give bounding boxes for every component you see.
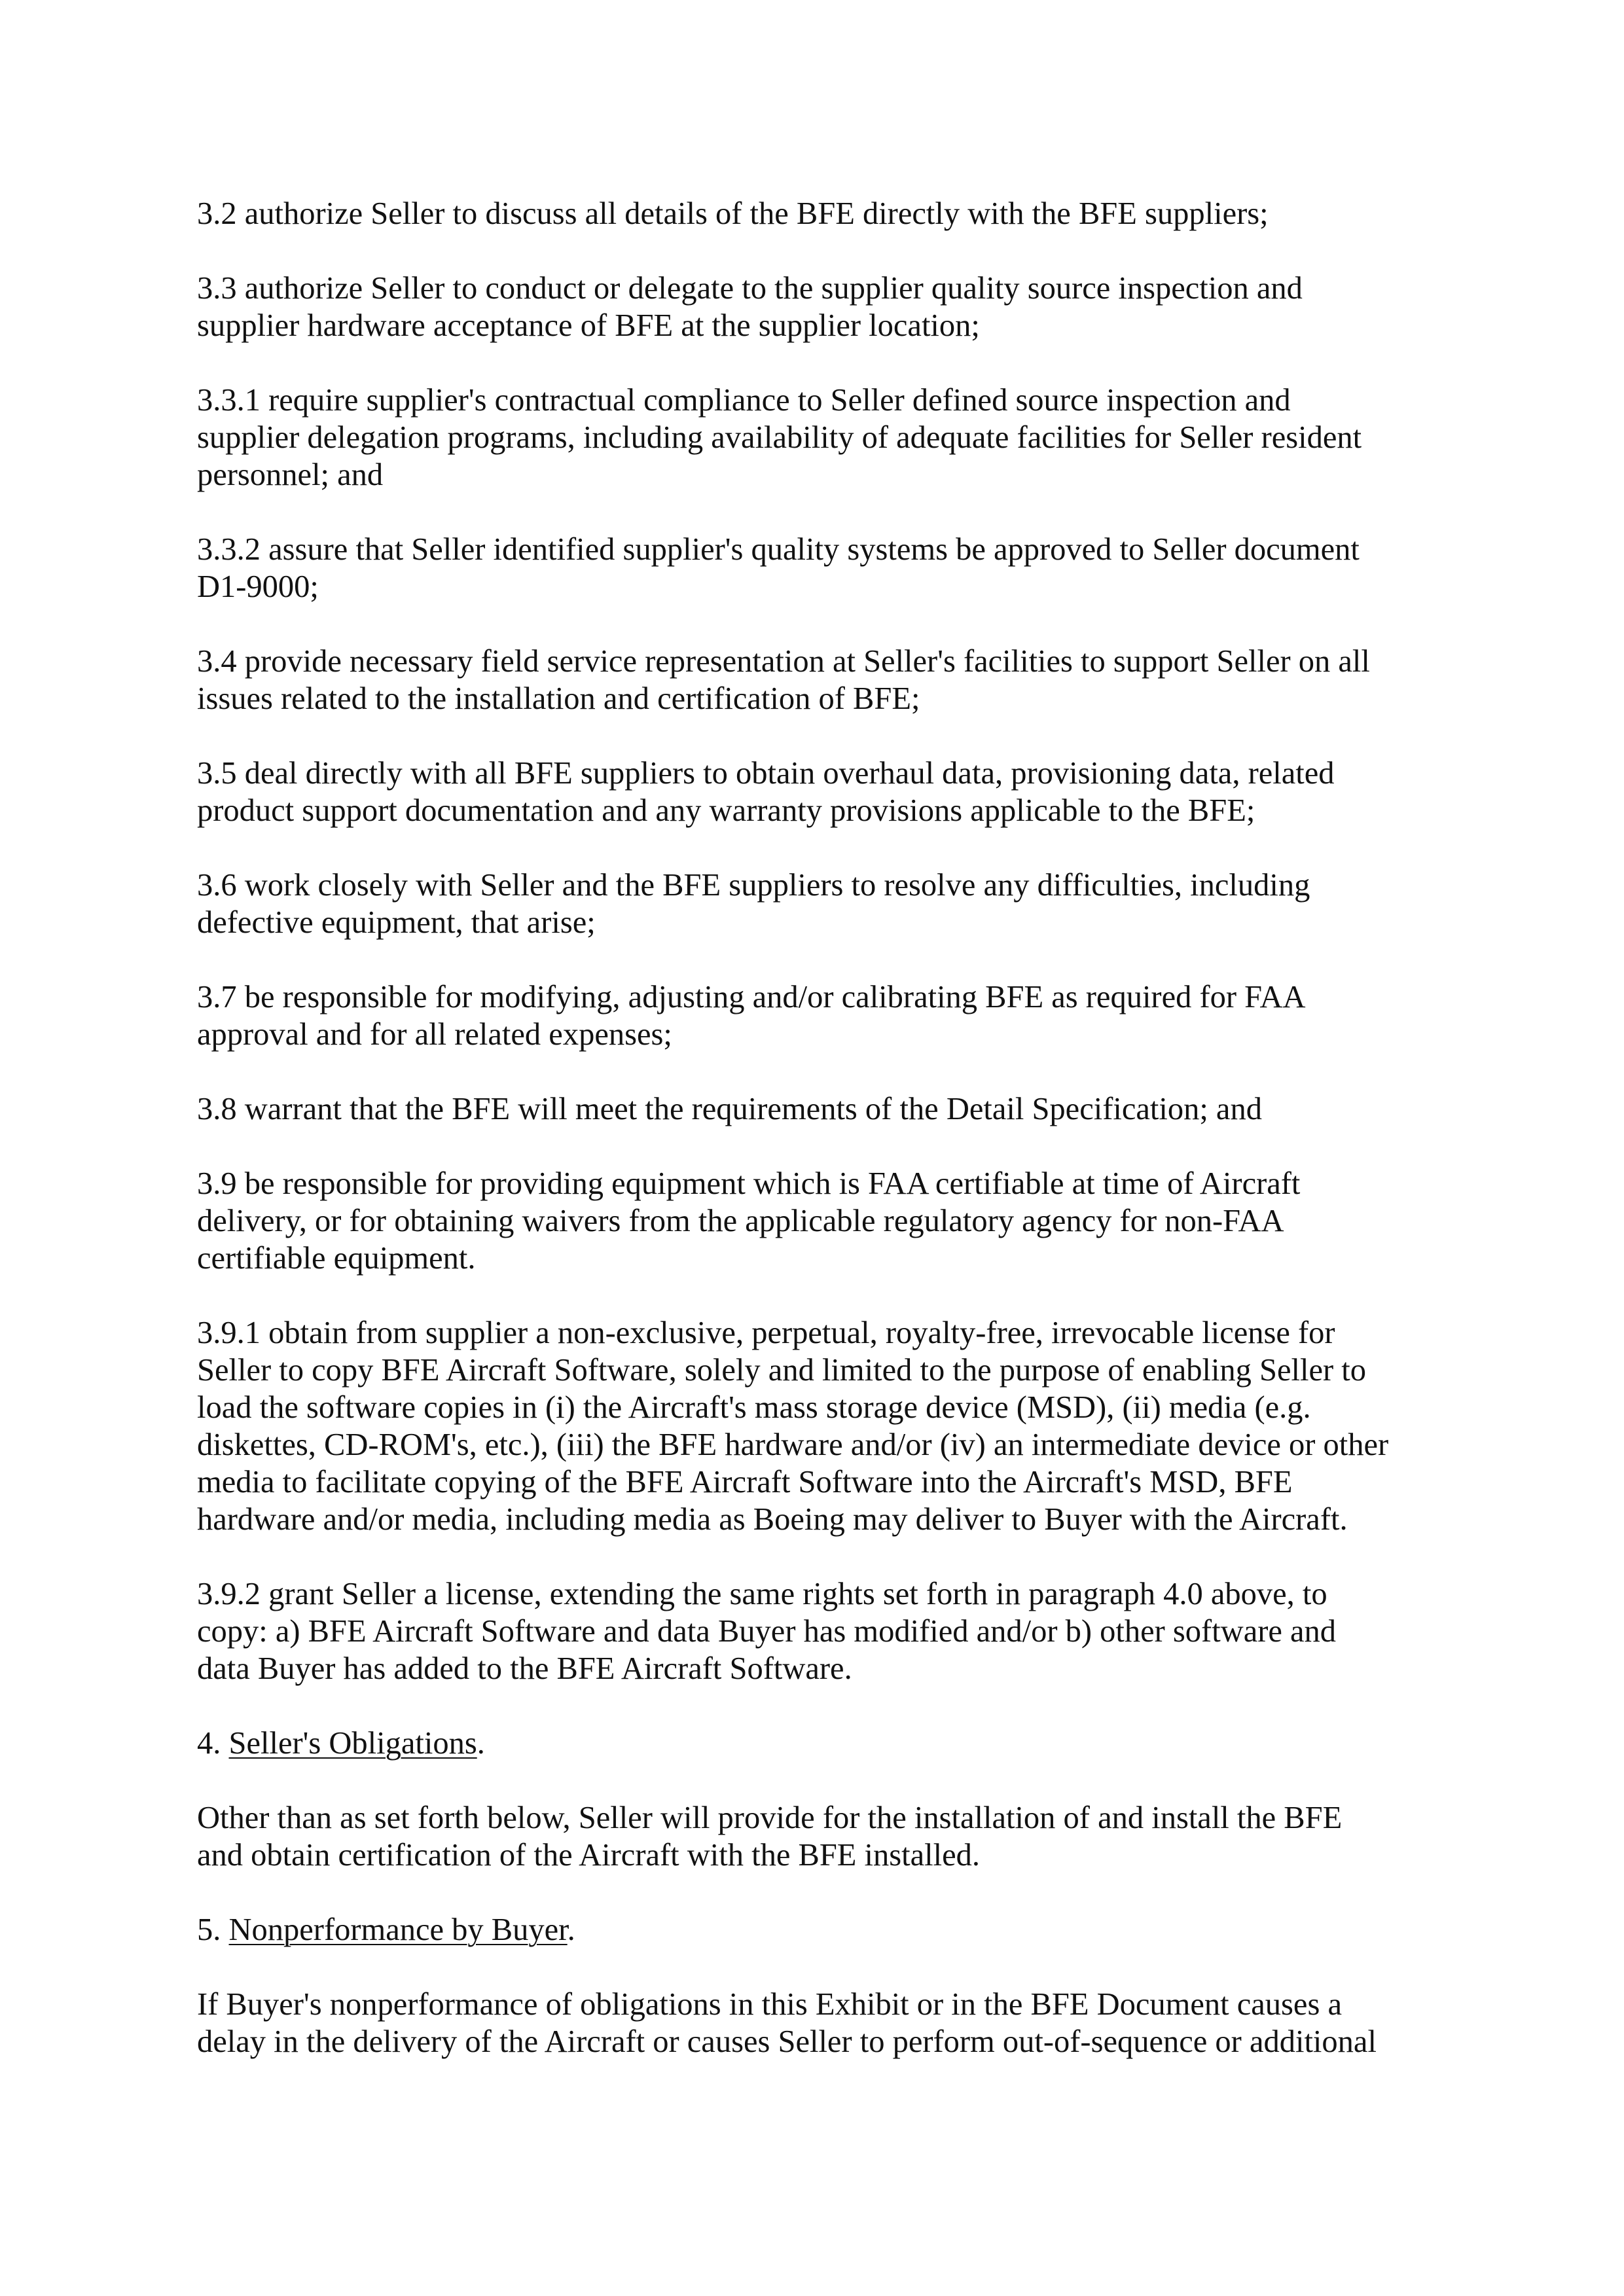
text-line: 3.5 deal directly with all BFE suppliers to obtain overhaul data, provisioning data, related: [197, 756, 1335, 791]
heading-line: [197, 1725, 1441, 1762]
text-line: supplier delegation programs, including availability of adequate facilities for Seller resident: [197, 420, 1362, 455]
text-line: delivery, or for obtaining waivers from the applicable regulatory agency for non-FAA: [197, 1204, 1284, 1238]
paragraph-3-5: [197, 755, 1441, 829]
text-line: hardware and/or media, including media as Boeing may deliver to Buyer with the Aircraft.: [197, 1502, 1348, 1537]
text-line: product support documentation and any warranty provisions applicable to the BFE;: [197, 793, 1255, 828]
section-number: 4.: [197, 1726, 229, 1761]
text-line: 3.3.2 assure that Seller identified supplier's quality systems be approved to Seller document: [197, 532, 1360, 567]
text-line: media to facilitate copying of the BFE Aircraft Software into the Aircraft's MSD, BFE: [197, 1465, 1293, 1499]
text-line: 3.8 warrant that the BFE will meet the requirements of the Detail Specification; and: [197, 1092, 1262, 1126]
text-line: data Buyer has added to the BFE Aircraft Software.: [197, 1651, 852, 1686]
section-number: 5.: [197, 1912, 229, 1947]
text-line: 3.4 provide necessary field service representation at Seller's facilities to support Seller on all: [197, 644, 1370, 679]
text-line: delay in the delivery of the Aircraft or causes Seller to perform out-of-sequence or additional: [197, 2024, 1377, 2059]
text-line: 3.3.1 require supplier's contractual compliance to Seller defined source inspection and: [197, 383, 1291, 418]
text-line: personnel; and: [197, 457, 384, 492]
text-line: load the software copies in (i) the Aircraft's mass storage device (MSD), (ii) media (e.g.: [197, 1390, 1311, 1425]
paragraph-3-6: [197, 867, 1441, 941]
section-5-heading: [197, 1911, 1441, 1948]
text-line: certifiable equipment.: [197, 1241, 476, 1276]
text-line: 3.6 work closely with Seller and the BFE suppliers to resolve any difficulties, including: [197, 868, 1310, 903]
text-line: diskettes, CD-ROM's, etc.), (iii) the BFE hardware and/or (iv) an intermediate device or other: [197, 1427, 1389, 1462]
section-title: Nonperformance by Buyer: [228, 1912, 568, 1947]
paragraph-3-3: [197, 270, 1441, 344]
section-title: Seller's Obligations: [228, 1726, 477, 1761]
text-line: 3.9 be responsible for providing equipment which is FAA certifiable at time of Aircraft: [197, 1166, 1301, 1201]
text-line: 3.7 be responsible for modifying, adjusting and/or calibrating BFE as required for FAA: [197, 980, 1306, 1014]
paragraph-3-4: [197, 643, 1441, 717]
section-5-body: [197, 1986, 1441, 2060]
paragraph-3-9: [197, 1165, 1441, 1277]
text-line: and obtain certification of the Aircraft with the BFE installed.: [197, 1838, 980, 1873]
text-line: Other than as set forth below, Seller will provide for the installation of and install the BFE: [197, 1801, 1343, 1835]
paragraph-3-3-1: [197, 382, 1441, 493]
document-page: [197, 195, 1441, 2098]
heading-line: [197, 1911, 1441, 1948]
text-line: copy: a) BFE Aircraft Software and data Buyer has modified and/or b) other software and: [197, 1614, 1337, 1649]
text-line: If Buyer's nonperformance of obligations in this Exhibit or in the BFE Document causes a: [197, 1987, 1342, 2022]
section-trail: .: [477, 1726, 485, 1761]
paragraph-3-9-2: [197, 1575, 1441, 1687]
text-line: D1-9000;: [197, 569, 319, 604]
section-4-body: [197, 1799, 1441, 1874]
paragraph-3-8: [197, 1090, 1441, 1128]
paragraph-3-9-1: [197, 1314, 1441, 1538]
text-line: defective equipment, that arise;: [197, 905, 596, 940]
text-line: 3.2 authorize Seller to discuss all details of the BFE directly with the BFE suppliers;: [197, 196, 1269, 231]
paragraph-3-7: [197, 978, 1441, 1053]
section-4-heading: [197, 1725, 1441, 1762]
text-line: supplier hardware acceptance of BFE at the supplier location;: [197, 308, 980, 343]
text-line: 3.9.1 obtain from supplier a non-exclusive, perpetual, royalty-free, irrevocable license for: [197, 1316, 1335, 1350]
text-line: Seller to copy BFE Aircraft Software, solely and limited to the purpose of enabling Seller to: [197, 1353, 1367, 1388]
text-line: 3.3 authorize Seller to conduct or delegate to the supplier quality source inspection and: [197, 271, 1303, 306]
text-line: approval and for all related expenses;: [197, 1017, 672, 1052]
text-line: 3.9.2 grant Seller a license, extending the same rights set forth in paragraph 4.0 above, to: [197, 1577, 1327, 1611]
paragraph-3-2: [197, 195, 1441, 232]
section-trail: .: [567, 1912, 575, 1947]
paragraph-3-3-2: [197, 531, 1441, 605]
text-line: issues related to the installation and certification of BFE;: [197, 681, 920, 716]
